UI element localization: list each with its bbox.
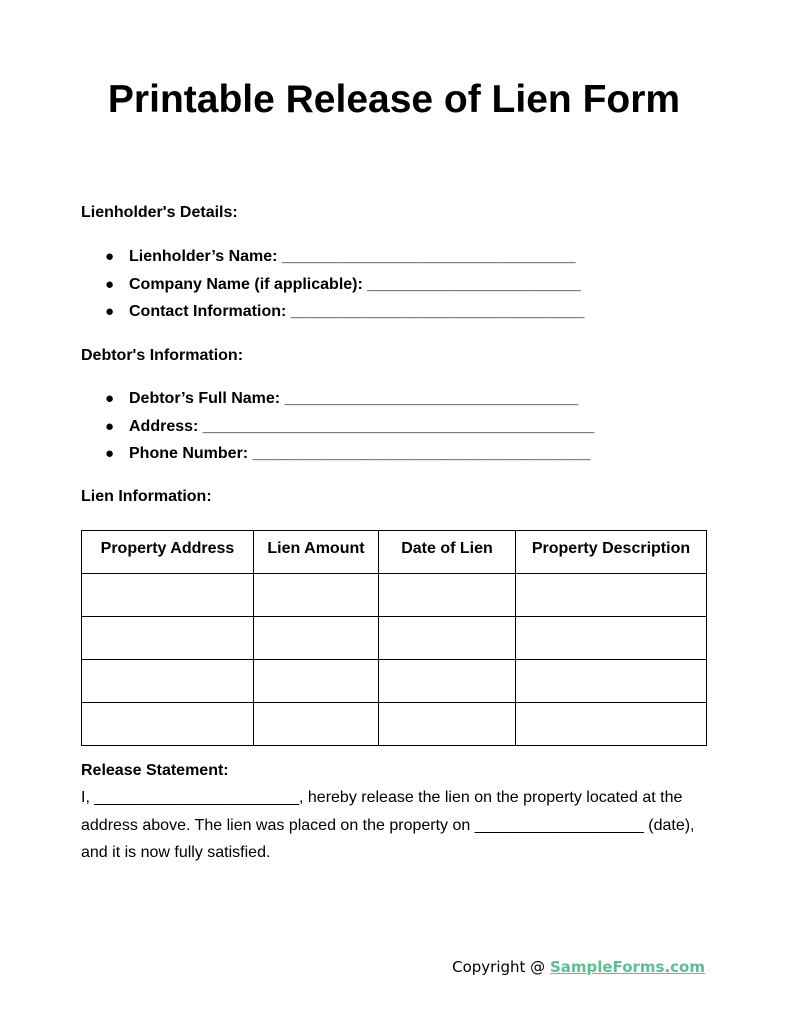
table-cell[interactable] (254, 574, 379, 617)
list-item (81, 413, 594, 441)
bullet-icon: ● (105, 445, 115, 462)
phone-field: Phone Number: ______________________________________ (129, 445, 591, 462)
bullet-icon: ● (105, 303, 115, 320)
table-cell[interactable] (82, 703, 254, 746)
bullet-icon: ● (105, 390, 115, 407)
lienholder-name-field: Lienholder’s Name: _________________________________ (129, 248, 576, 265)
company-name-field: Company Name (if applicable): ________________________ (129, 275, 581, 293)
lienholder-fields (81, 243, 584, 326)
table-row (82, 660, 707, 703)
bullet-icon: ● (105, 417, 115, 435)
address-field: Address: ____________________________________________ (129, 417, 595, 435)
debtor-name-field: Debtor’s Full Name: _________________________________ (129, 390, 579, 407)
table-cell[interactable] (254, 617, 379, 660)
table-cell[interactable] (82, 574, 254, 617)
list-item (81, 243, 584, 271)
column-header-property-description: Property Description (516, 531, 707, 574)
list-item (81, 385, 594, 413)
table-row (82, 617, 707, 660)
list-item (81, 298, 584, 326)
table-header-row (82, 531, 707, 574)
lien-heading: Lien Information: (81, 488, 212, 505)
table-cell[interactable] (516, 574, 707, 617)
page-title: Printable Release of Lien Form (107, 78, 681, 121)
table-cell[interactable] (82, 660, 254, 703)
bullet-icon: ● (105, 275, 115, 293)
column-header-date-of-lien: Date of Lien (379, 531, 516, 574)
table-cell[interactable] (516, 660, 707, 703)
contact-info-field: Contact Information: _________________________________ (129, 303, 585, 320)
table-row (82, 574, 707, 617)
table-cell[interactable] (254, 703, 379, 746)
table-cell[interactable] (379, 617, 516, 660)
debtor-heading: Debtor's Information: (81, 347, 244, 364)
lien-table (81, 530, 707, 746)
table-cell[interactable] (82, 617, 254, 660)
table-cell[interactable] (516, 617, 707, 660)
column-header-property-address: Property Address (82, 531, 254, 574)
list-item (81, 440, 594, 468)
table-cell[interactable] (379, 660, 516, 703)
bullet-icon: ● (105, 248, 115, 265)
copyright-text: Copyright @ (452, 958, 550, 976)
sampleforms-link[interactable]: SampleForms.com (549, 958, 705, 976)
release-heading: Release Statement: (81, 762, 229, 779)
table-cell[interactable] (379, 703, 516, 746)
table-cell[interactable] (516, 703, 707, 746)
table-row (82, 703, 707, 746)
release-statement: I, _______________________, hereby release the lien on the property located at the address above. The lien was placed on the property on ___________________ (date), and it is now fully satisfied. (81, 789, 695, 861)
table-cell[interactable] (379, 574, 516, 617)
lienholder-heading: Lienholder's Details: (81, 204, 238, 221)
table-cell[interactable] (254, 660, 379, 703)
column-header-lien-amount: Lien Amount (254, 531, 379, 574)
debtor-fields (81, 385, 594, 468)
copyright-footer (452, 958, 705, 976)
list-item (81, 271, 584, 299)
